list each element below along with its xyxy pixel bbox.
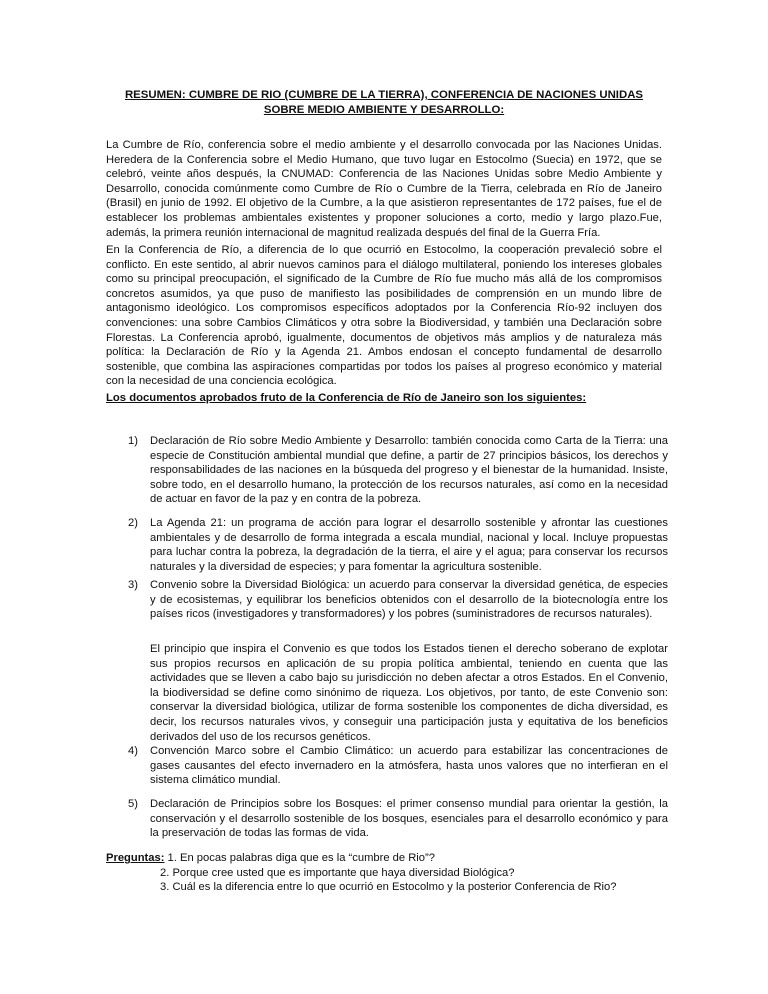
questions-section bbox=[106, 851, 666, 895]
question-2: 2. Porque cree usted que es importante que haya diversidad Biológica? bbox=[160, 866, 515, 879]
question-1: 1. En pocas palabras diga que es la “cumbre de Rio”? bbox=[167, 852, 435, 864]
list-number: 4) bbox=[128, 745, 138, 757]
title-line-1: RESUMEN: CUMBRE DE RIO (CUMBRE DE LA TIERRA), CONFERENCIA DE NACIONES UNIDAS bbox=[124, 89, 644, 101]
document-title bbox=[106, 88, 662, 118]
list-number: 2) bbox=[128, 517, 138, 529]
list-text: La Agenda 21: un programa de acción para lograr el desarrollo sostenible y afrontar las cuestiones ambientales y de desarrollo de forma integrada a escala mundial, nacional y local. Incluye propuestas para luchar contra la pobreza, la degradación de la tierra, el aire y el agua; para conservar los recursos naturales y la diversidad de especies; y para fomentar la agricultura sostenible. bbox=[150, 517, 668, 573]
questions-label: Preguntas: bbox=[106, 852, 165, 864]
list-number: 5) bbox=[128, 798, 138, 810]
list-text: Declaración de Río sobre Medio Ambiente y Desarrollo: también conocida como Carta de la Tierra: una especie de Constitución ambiental mundial que define, a partir de 27 principios básicos, los derechos y responsabilidades de las naciones en la búsqueda del progreso y el bienestar de la humanidad. Insiste, sobre todo, en el desarrollo humano, la protección de los recursos naturales, así como en la necesidad de actuar en favor de la paz y en contra de la pobreza. bbox=[150, 435, 668, 506]
title-line-2: SOBRE MEDIO AMBIENTE Y DESARROLLO: bbox=[263, 104, 505, 116]
list-text: Convención Marco sobre el Cambio Climático: un acuerdo para estabilizar las concentraciones de gases causantes del efecto invernadero en la atmósfera, hasta unos valores que no interfieran en el sistema climático mundial. bbox=[150, 745, 668, 787]
list-text: El principio que inspira el Convenio es que todos los Estados tienen el derecho soberano de explotar sus propios recursos en aplicación de su propia política ambiental, teniendo en cuenta que las actividades que se lleven a cabo bajo su jurisdicción no deben afectar a otros Estados. En el Convenio, la biodiversidad se define como sinónimo de riqueza. Los objetivos, por tanto, de este Convenio son: conservar la diversidad biológica, utilizar de forma sostenible los componentes de dicha diversidad, es decir, los recursos naturales vivos, y conseguir una participación justa y equitativa de los beneficios derivados del uso de los recursos genéticos. bbox=[150, 643, 668, 743]
question-3: 3. Cuál es la diferencia entre lo que ocurrió en Estocolmo y la posterior Conferencia de Rio? bbox=[160, 881, 617, 894]
list-number: 3) bbox=[128, 579, 138, 591]
list-text: Convenio sobre la Diversidad Biológica: un acuerdo para conservar la diversidad genética, de especies y de ecosistemas, y equilibrar los beneficios obtenidos con el desarrollo de la biotecnología entre los países ricos (investigadores y transformadores) y los pobres (suministradores de recursos naturales). bbox=[150, 579, 668, 621]
intro-paragraph: La Cumbre de Río, conferencia sobre el medio ambiente y el desarrollo convocada por las Naciones Unidas. Heredera de la Conferencia sobre el Medio Humano, que tuvo lugar en Estocolmo (Suecia) en 1972, que se celebró, veinte años después, la CNUMAD: Conferencia de las Naciones Unidas sobre Medio Ambiente y Desarrollo, conocida comúnmente como Cumbre de Río o Cumbre de la Tierra, celebrada en Río de Janeiro (Brasil) en junio de 1992. El objetivo de la Cumbre, a la que asistieron representantes de 172 países, fue el de establecer los problemas ambientales existentes y proponer soluciones a corto, medio y largo plazo.Fue, además, la primera reunión internacional de magnitud realizada después del final de la Guerra Fría. bbox=[106, 139, 662, 239]
list-text: Declaración de Principios sobre los Bosques: el primer consenso mundial para orientar la gestión, la conservación y el desarrollo sostenible de los bosques, esenciales para el desarrollo económico y para la preservación de todas las formas de vida. bbox=[150, 798, 668, 840]
list-number: 1) bbox=[128, 435, 138, 447]
question-line-1 bbox=[106, 851, 666, 866]
rio-conference-paragraph: En la Conferencia de Río, a diferencia de lo que ocurrió en Estocolmo, la cooperación prevaleció sobre el conflicto. En este sentido, al abrir nuevos caminos para el diálogo multilateral, poniendo los intereses globales como su principal preocupación, el significado de la Cumbre de Río fue mucho más allá de los compromisos concretos asumidos, ya que puso de manifiesto las posibilidades de comprensión en un mundo libre de antagonismo ideológico. Los compromisos específicos adoptados por la Conferencia Río-92 incluyen dos convenciones: una sobre Cambios Climáticos y otra sobre la Biodiversidad, y también una Declaración sobre Florestas. La Conferencia aprobó, igualmente, documentos de objetivos más amplios y de naturaleza más política: la Declaración de Río y la Agenda 21. Ambos endosan el concepto fundamental de desarrollo sostenible, que combina las aspiraciones compartidas por todos los países al progreso económico y material con la necesidad de una conciencia ecológica. bbox=[106, 244, 662, 388]
documents-heading: Los documentos aprobados fruto de la Conferencia de Río de Janeiro son los siguientes: bbox=[106, 392, 587, 404]
